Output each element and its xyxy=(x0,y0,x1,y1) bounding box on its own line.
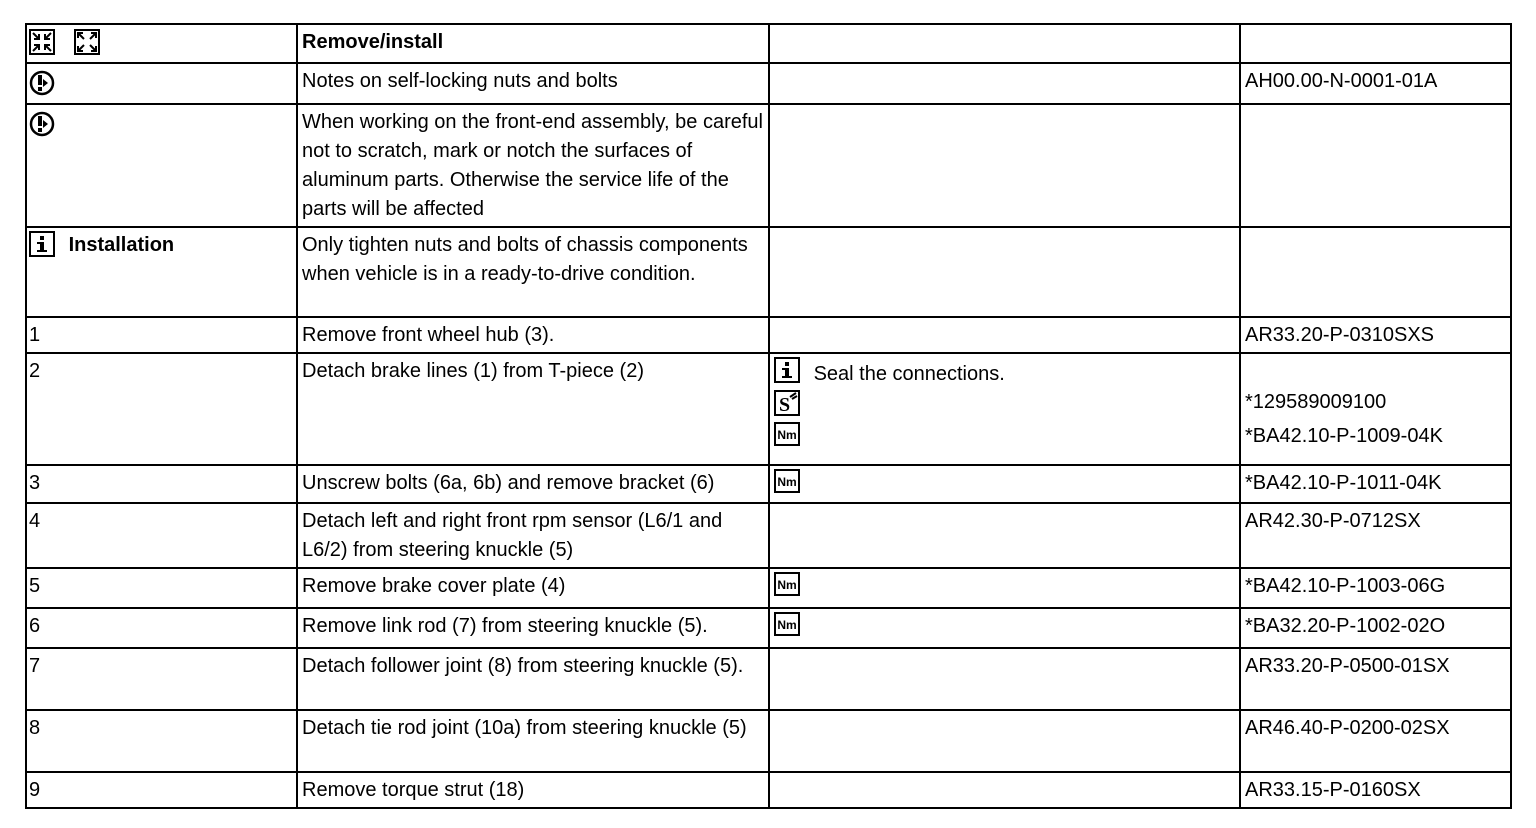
step-ref[interactable]: AR42.30-P-0712SX xyxy=(1240,503,1511,568)
svg-text:S: S xyxy=(779,394,791,416)
torque-nm-icon[interactable] xyxy=(774,422,800,446)
step-row xyxy=(26,503,1511,568)
note-row xyxy=(26,63,1511,104)
torque-nm-icon[interactable] xyxy=(774,572,800,596)
installation-label: Installation xyxy=(68,234,175,256)
step-row xyxy=(26,772,1511,808)
step-text: Remove front wheel hub (3). xyxy=(297,317,769,353)
step-row xyxy=(26,353,1511,465)
step-number: 4 xyxy=(26,503,297,568)
special-tool-icon[interactable] xyxy=(774,390,800,416)
step-ref[interactable]: *BA42.10-P-1011-04K xyxy=(1240,465,1511,503)
note-text: Notes on self-locking nuts and bolts xyxy=(297,63,769,104)
svg-text:Nm: Nm xyxy=(777,428,797,442)
step-number: 6 xyxy=(26,608,297,648)
info-icon xyxy=(29,231,55,257)
svg-text:Nm: Nm xyxy=(777,618,797,632)
step-number: 9 xyxy=(26,772,297,808)
step-number: 2 xyxy=(26,353,297,465)
step-ref[interactable]: AR33.20-P-0500-01SX xyxy=(1240,648,1511,710)
step-text: Remove link rod (7) from steering knuckle (5). xyxy=(297,608,769,648)
step-row xyxy=(26,710,1511,772)
step-text: Remove brake cover plate (4) xyxy=(297,568,769,608)
svg-text:Nm: Nm xyxy=(777,578,797,592)
step-text: Remove torque strut (18) xyxy=(297,772,769,808)
step-number: 5 xyxy=(26,568,297,608)
step-ref[interactable]: *BA32.20-P-1002-02O xyxy=(1240,608,1511,648)
step-ref[interactable]: *BA42.10-P-1003-06G xyxy=(1240,568,1511,608)
tool-ref[interactable]: *129589009100 xyxy=(1245,391,1387,413)
step-row xyxy=(26,317,1511,353)
step-text: Detach follower joint (8) from steering knuckle (5). xyxy=(297,648,769,710)
collapse-icon[interactable] xyxy=(29,29,55,55)
step-number: 3 xyxy=(26,465,297,503)
step-number: 8 xyxy=(26,710,297,772)
step-text: Detach tie rod joint (10a) from steering knuckle (5) xyxy=(297,710,769,772)
caution-icon xyxy=(29,70,55,96)
header-title: Remove/install xyxy=(297,24,769,63)
note-text: When working on the front-end assembly, be careful not to scratch, mark or notch the surfaces of aluminum parts. Otherwise the service life of the parts will be affected xyxy=(297,104,769,227)
step-number: 7 xyxy=(26,648,297,710)
procedure-table xyxy=(25,23,1512,809)
note-text: Only tighten nuts and bolts of chassis components when vehicle is in a ready-to-drive condition. xyxy=(297,227,769,317)
header-row xyxy=(26,24,1511,63)
step-row xyxy=(26,608,1511,648)
step-row xyxy=(26,568,1511,608)
torque-nm-icon[interactable] xyxy=(774,612,800,636)
torque-ref[interactable]: *BA42.10-P-1009-04K xyxy=(1245,425,1443,447)
note-row xyxy=(26,104,1511,227)
info-icon xyxy=(774,357,800,383)
caution-icon xyxy=(29,111,55,137)
step-number: 1 xyxy=(26,317,297,353)
note-row xyxy=(26,227,1511,317)
info-note: Seal the connections. xyxy=(813,363,1005,385)
step-text: Unscrew bolts (6a, 6b) and remove bracket (6) xyxy=(297,465,769,503)
note-ref[interactable]: AH00.00-N-0001-01A xyxy=(1240,63,1511,104)
step-ref[interactable]: AR46.40-P-0200-02SX xyxy=(1240,710,1511,772)
step-row xyxy=(26,648,1511,710)
step-ref[interactable]: AR33.20-P-0310SXS xyxy=(1240,317,1511,353)
step-ref[interactable]: AR33.15-P-0160SX xyxy=(1240,772,1511,808)
step-text: Detach brake lines (1) from T-piece (2) xyxy=(297,353,769,465)
expand-icon[interactable] xyxy=(74,29,100,55)
svg-text:Nm: Nm xyxy=(777,475,797,489)
torque-nm-icon[interactable] xyxy=(774,469,800,493)
step-text: Detach left and right front rpm sensor (L6/1 and L6/2) from steering knuckle (5) xyxy=(297,503,769,568)
step-row xyxy=(26,465,1511,503)
